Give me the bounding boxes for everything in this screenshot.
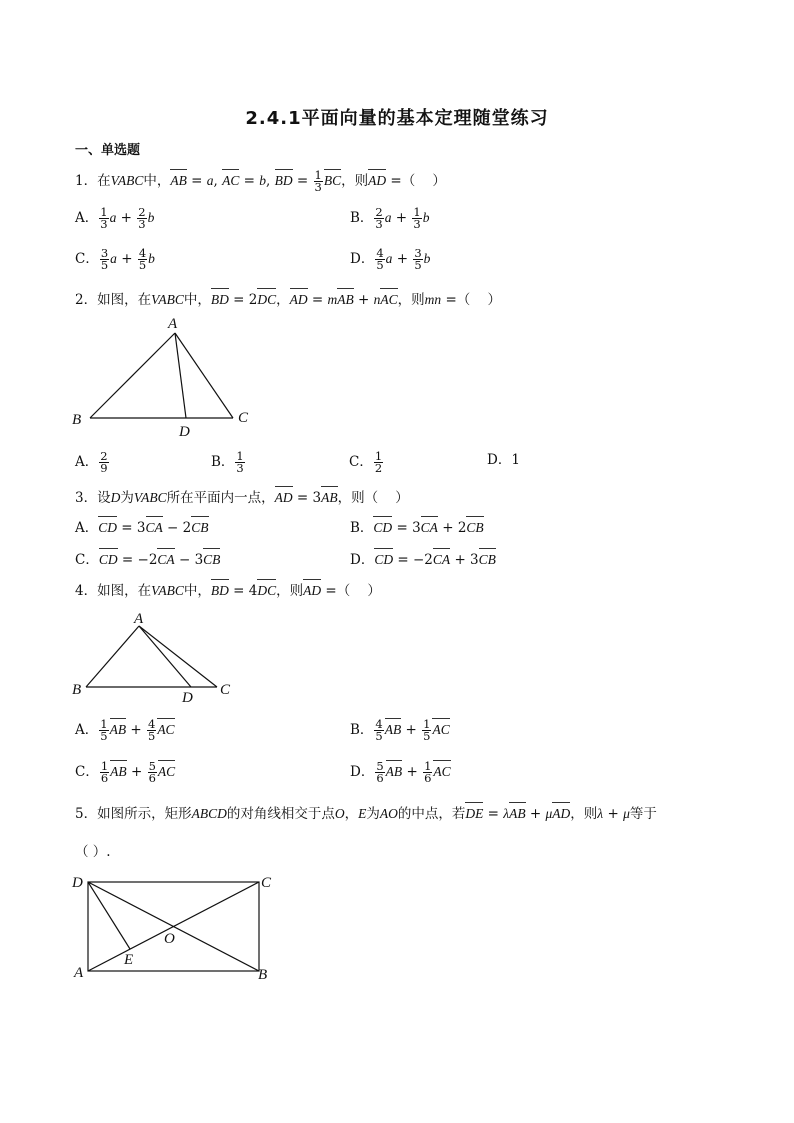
question-4-stem: 4．如图，在VABC中，BD = 4DC，则AD =（ ） (75, 583, 381, 599)
q2-label-d: D (179, 424, 190, 440)
q4-option-b[interactable]: B． $\frac{4}{5}$ AB + $\frac{1}{5}$ AC (350, 717, 450, 743)
section-heading: 一、单选题 (75, 143, 141, 158)
q4-label-a: A (134, 611, 144, 627)
q2-option-b[interactable]: B． $\frac{1}{3}$ (211, 449, 244, 475)
q3-option-c[interactable]: C．CD = −2CA − 3CB (75, 552, 221, 568)
q5-label-c: C (261, 875, 272, 891)
q2-option-c[interactable]: C． $\frac{1}{2}$ (349, 449, 383, 475)
page-title: 2.4.1平面向量的基本定理随堂练习 (245, 108, 549, 129)
q5-label-d: D (72, 875, 83, 891)
q2-triangle-figure (68, 312, 268, 442)
question-3-stem: 3．设D为VABC所在平面内一点，AD = 3AB，则（ ） (75, 490, 409, 506)
question-1-stem: 1．在VABC中，AB = a, AC = b, BD = $\frac{1}{3}$ BC，则AD =（ ） (75, 168, 446, 194)
q3-option-d[interactable]: D．CD = −2CA + 3CB (350, 552, 496, 568)
q4-option-d[interactable]: D． $\frac{5}{6}$ AB + $\frac{1}{6}$ AC (350, 759, 451, 785)
question-5-stem-continued: （ ）. (75, 844, 111, 860)
q5-rectangle-figure (66, 870, 286, 990)
q4-option-c[interactable]: C． $\frac{1}{6}$ AB + $\frac{5}{6}$ AC (75, 759, 176, 785)
q2-label-a: A (168, 316, 178, 332)
q3-option-b[interactable]: B．CD = 3CA + 2CB (350, 520, 484, 536)
q5-label-e: E (124, 952, 134, 968)
q1-option-c[interactable]: C． $\frac{3}{5}$ a + $\frac{4}{5}$ b (75, 246, 155, 272)
q3-option-a[interactable]: A．CD = 3CA − 2CB (75, 520, 209, 536)
q4-label-b: B (72, 682, 82, 698)
q1-option-b[interactable]: B． $\frac{2}{3}$ a + $\frac{1}{3}$ b (350, 205, 430, 231)
q2-option-a[interactable]: A． $\frac{2}{9}$ (75, 449, 108, 475)
q4-triangle-figure (68, 606, 248, 706)
q5-label-a: A (74, 965, 84, 981)
q5-label-b: B (258, 967, 268, 983)
q2-label-b: B (72, 412, 82, 428)
q5-label-o: O (164, 931, 175, 947)
question-5-stem: 5．如图所示，矩形ABCD的对角线相交于点O，E为AO的中点，若DE = λAB + μAD，则λ + μ等于 (75, 806, 657, 822)
q2-option-d[interactable]: D．1 (487, 452, 520, 468)
q1-option-d[interactable]: D． $\frac{4}{5}$ a + $\frac{3}{5}$ b (350, 246, 431, 272)
question-2-stem: 2．如图，在VABC中，BD = 2DC，AD = mAB + nAC，则mn =（ ） (75, 292, 501, 308)
q4-option-a[interactable]: A． $\frac{1}{5}$ AB + $\frac{4}{5}$ AC (75, 717, 175, 743)
q1-option-a[interactable]: A． $\frac{1}{3}$ a + $\frac{2}{3}$ b (75, 205, 155, 231)
q2-label-c: C (238, 410, 249, 426)
q4-label-d: D (182, 690, 193, 706)
q4-label-c: C (220, 682, 231, 698)
